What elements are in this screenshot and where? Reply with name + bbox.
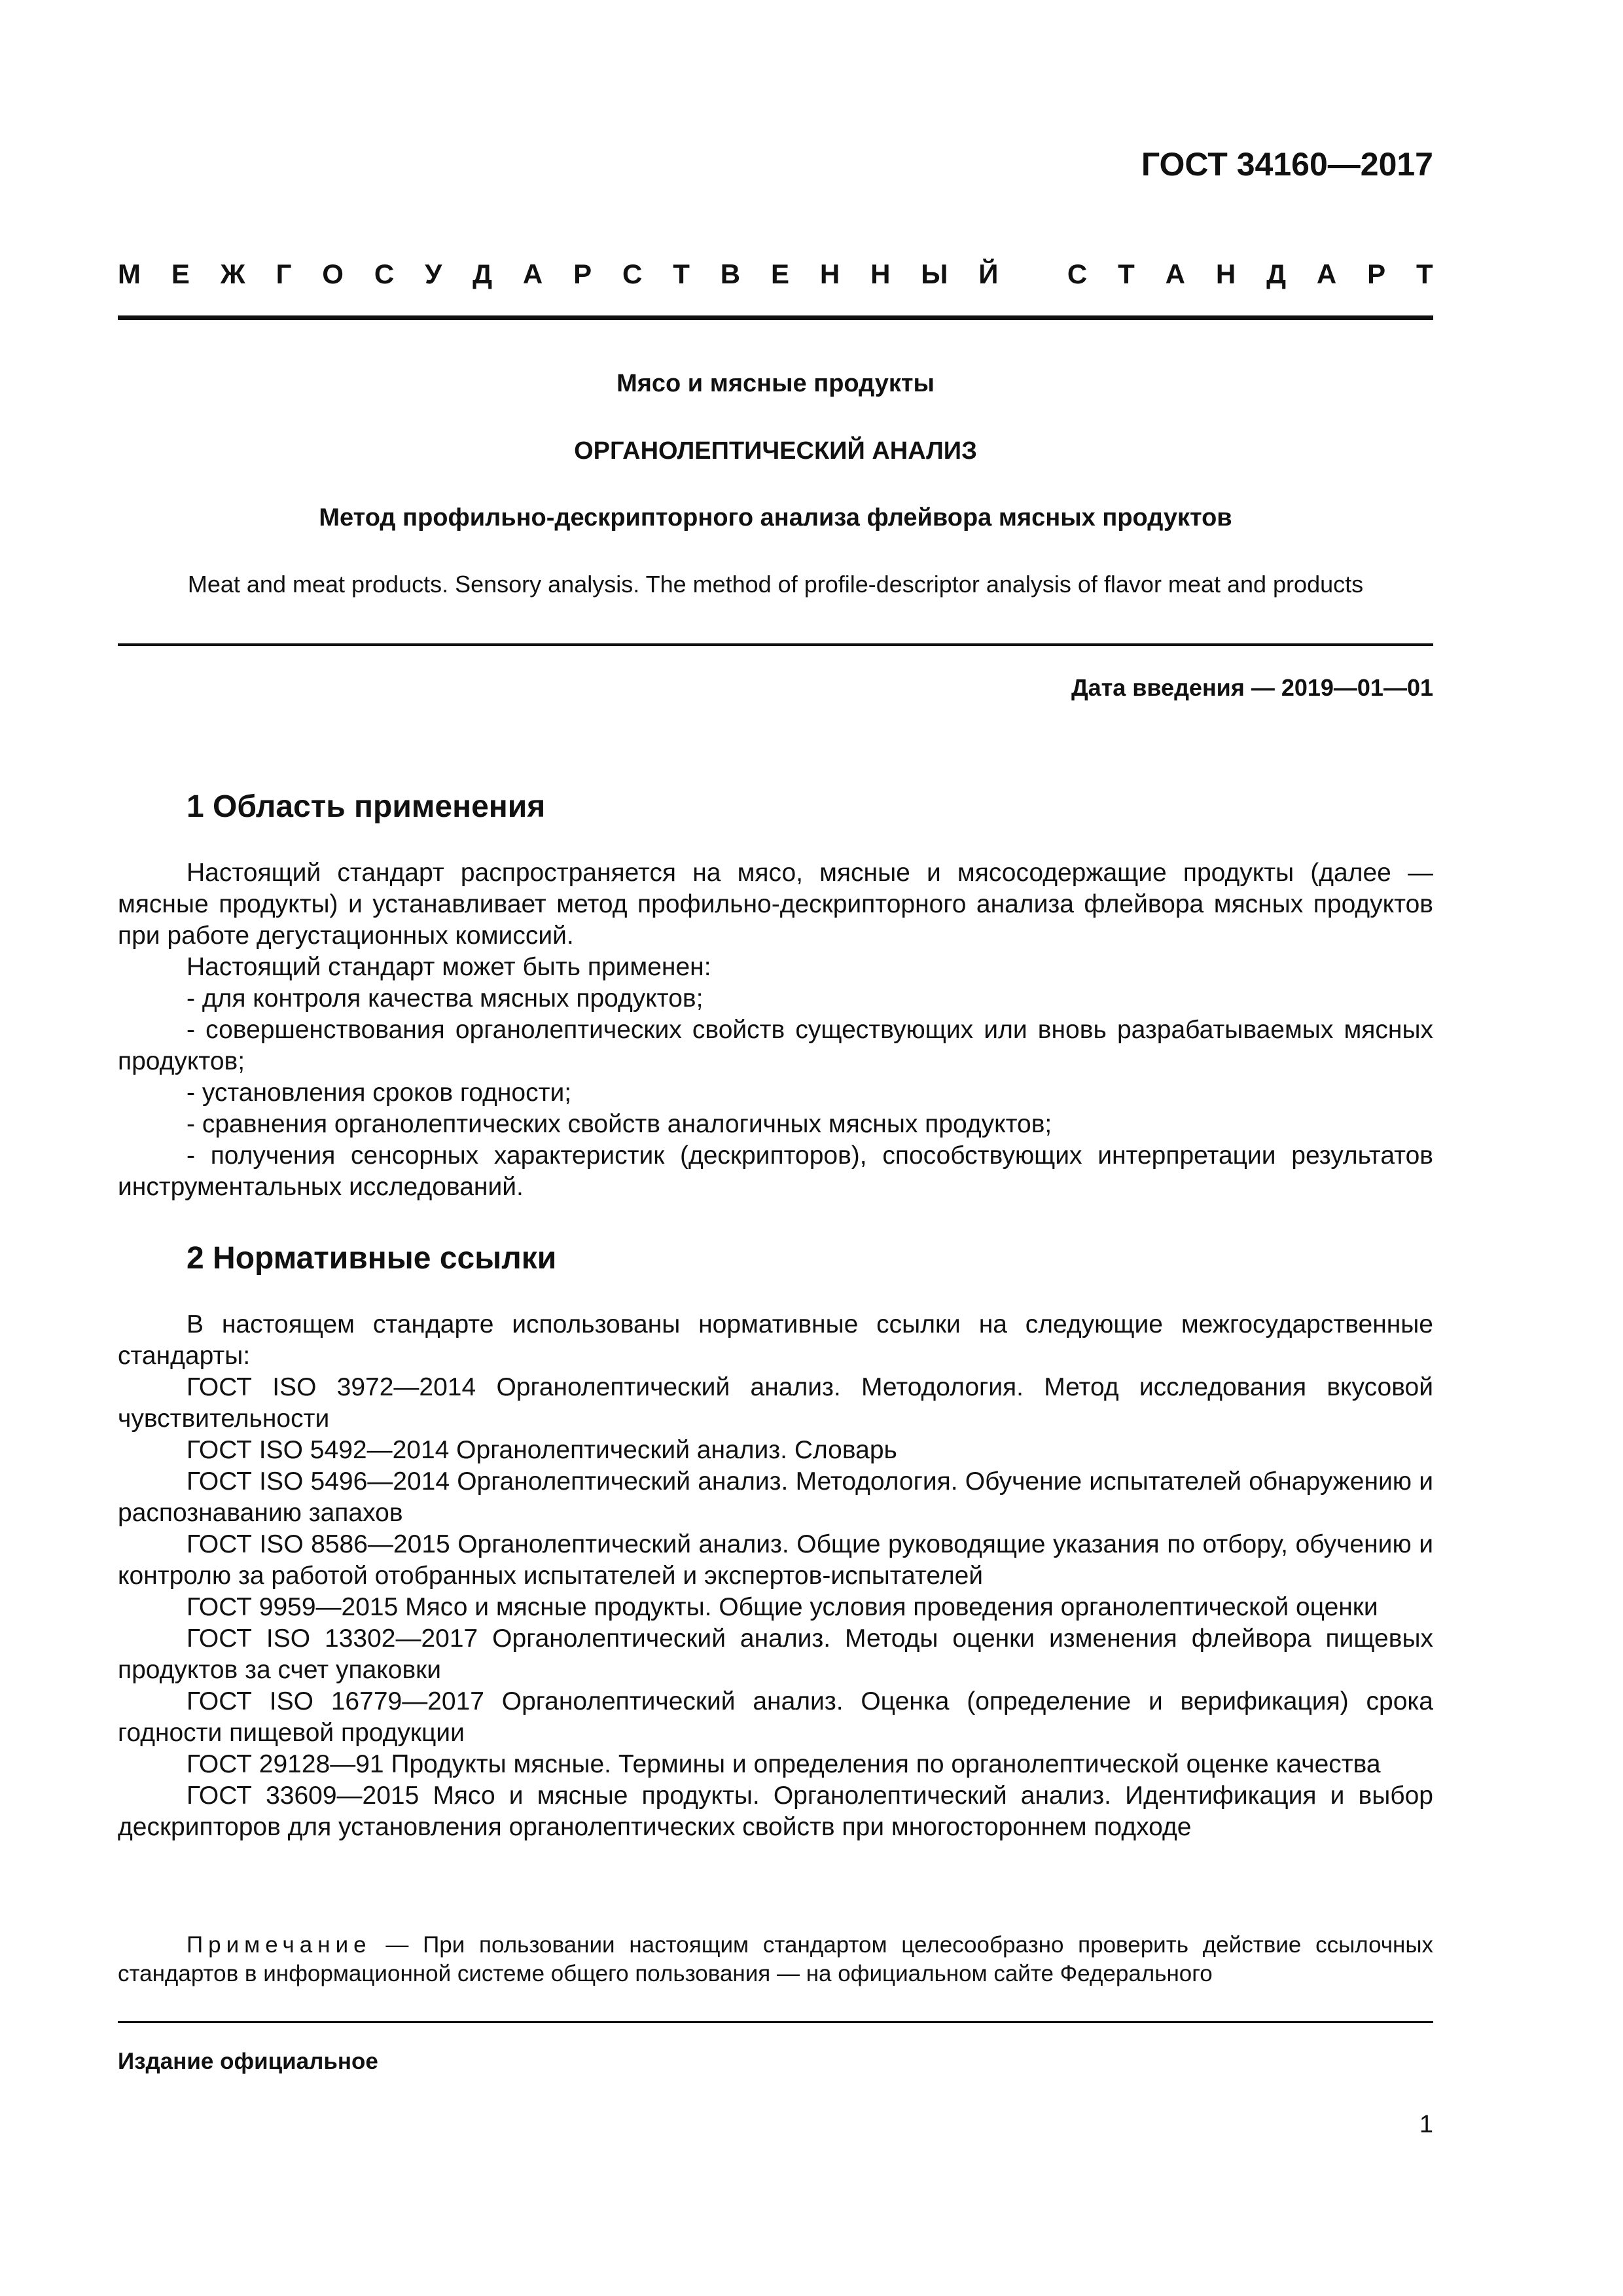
standard-number: ГОСТ 34160—2017 [1141, 146, 1433, 183]
standard-type-letter: Е [770, 259, 789, 289]
edition-label: Издание официальное [118, 2049, 378, 2074]
standard-type-letter: Т [1118, 259, 1135, 289]
reference-item: ГОСТ 9959—2015 Мясо и мясные продукты. Общие условия проведения органолептической оценки [187, 1593, 1378, 1621]
standard-type-letter: В [720, 259, 741, 289]
title-line-3: Метод профильно-дескрипторного анализа флейвора мясных продуктов [319, 504, 1232, 531]
list-item: - установления сроков годности; [187, 1079, 572, 1107]
reference-item: ГОСТ 33609—2015 Мясо и мясные продукты. Органолептический анализ. Идентификация и выбор дескрипторов для установления органолептических свойств при многостороннем подходе [118, 1782, 1433, 1841]
header-rule [118, 315, 1433, 320]
reference-item: ГОСТ ISO 8586—2015 Органолептический анализ. Общие руководящие указания по отбору, обучению и контролю за работой отобранных испытателей и экспертов-испытателей [118, 1530, 1433, 1590]
introduction-date: Дата введения — 2019—01—01 [1071, 674, 1433, 701]
title-line-2: ОРГАНОЛЕПТИЧЕСКИЙ АНАЛИЗ [574, 437, 977, 465]
section-2-heading: 2 Нормативные ссылки [187, 1241, 557, 1276]
standard-type-letter: Ж [220, 259, 245, 289]
reference-item: ГОСТ ISO 5496—2014 Органолептический анализ. Методология. Обучение испытателей обнаружению и распознаванию запахов [118, 1467, 1433, 1527]
standard-type-letter: У [425, 259, 442, 289]
standard-type-letter: С [622, 259, 643, 289]
section-1-paragraph: Настоящий стандарт может быть применен: [187, 953, 711, 981]
footer-rule [118, 2021, 1433, 2023]
reference-item: ГОСТ ISO 3972—2014 Органолептический анализ. Методология. Метод исследования вкусовой чувствительности [118, 1373, 1433, 1433]
section-2-intro: В настоящем стандарте использованы нормативные ссылки на следующие межгосударственные стандарты: [118, 1310, 1433, 1370]
standard-type-letter: Д [1266, 259, 1286, 289]
standard-type-letter: Р [1367, 259, 1386, 289]
section-1-paragraph: Настоящий стандарт распространяется на мясо, мясные и мясосодержащие продукты (далее — мясные продукты) и устанавливает метод профильно-дескрипторного анализа флейвора мясных продуктов при работе дегустационных комиссий. [118, 859, 1433, 950]
title-english: Meat and meat products. Sensory analysis. The method of profile-descriptor analysis of flavor meat and products [187, 571, 1364, 598]
note-paragraph [118, 1931, 1433, 1988]
list-item: - для контроля качества мясных продуктов; [187, 984, 704, 1013]
standard-type-letter: Д [473, 259, 492, 289]
list-item: - совершенствования органолептических свойств существующих или вновь разрабатываемых мясных продуктов; [118, 1016, 1433, 1075]
section-1-body [118, 857, 1433, 1203]
standard-type-letter: Т [1416, 259, 1433, 289]
standard-type-letter: М [118, 259, 141, 289]
reference-item: ГОСТ 29128—91 Продукты мясные. Термины и определения по органолептической оценке качества [187, 1750, 1381, 1778]
standard-type-letter: Е [171, 259, 190, 289]
title-line-1: Мясо и мясные продукты [616, 370, 935, 397]
reference-item: ГОСТ ISO 5492—2014 Органолептический анализ. Словарь [187, 1436, 897, 1464]
standard-type-letter: С [374, 259, 395, 289]
list-item: - сравнения органолептических свойств аналогичных мясных продуктов; [187, 1110, 1052, 1138]
standard-type-letter: А [1165, 259, 1185, 289]
list-item: - получения сенсорных характеристик (дескрипторов), способствующих интерпретации результатов инструментальных исследований. [118, 1141, 1433, 1201]
section-1-heading: 1 Область применения [187, 789, 546, 824]
standard-type-letter: А [1316, 259, 1337, 289]
standard-type-letter: С [1067, 259, 1088, 289]
page-number: 1 [1419, 2111, 1433, 2138]
standard-type-letter: Н [819, 259, 840, 289]
standard-type-letter: Й [978, 259, 999, 289]
note-text: — При пользовании настоящим стандартом целесообразно проверить действие ссылочных стандартов в информационной системе общего пользования — на официальном сайте Федерального [118, 1932, 1433, 1986]
section-2-body [118, 1309, 1433, 1843]
standard-type-letter: О [322, 259, 344, 289]
standard-type-letter: Ы [921, 259, 948, 289]
standard-type-letter: Н [870, 259, 891, 289]
standard-type-letter: Р [573, 259, 592, 289]
standard-type-letter [1029, 259, 1037, 290]
note-label: Примечание [187, 1932, 372, 1958]
title-rule [118, 643, 1433, 646]
reference-item: ГОСТ ISO 13302—2017 Органолептический анализ. Методы оценки изменения флейвора пищевых продуктов за счет упаковки [118, 1624, 1433, 1684]
reference-item: ГОСТ ISO 16779—2017 Органолептический анализ. Оценка (определение и верификация) срока годности пищевой продукции [118, 1687, 1433, 1747]
standard-type-letter: Г [276, 259, 292, 289]
standard-type-heading [118, 259, 1433, 290]
standard-type-letter: Н [1215, 259, 1236, 289]
standard-type-letter: Т [673, 259, 690, 289]
standard-type-letter: А [522, 259, 543, 289]
